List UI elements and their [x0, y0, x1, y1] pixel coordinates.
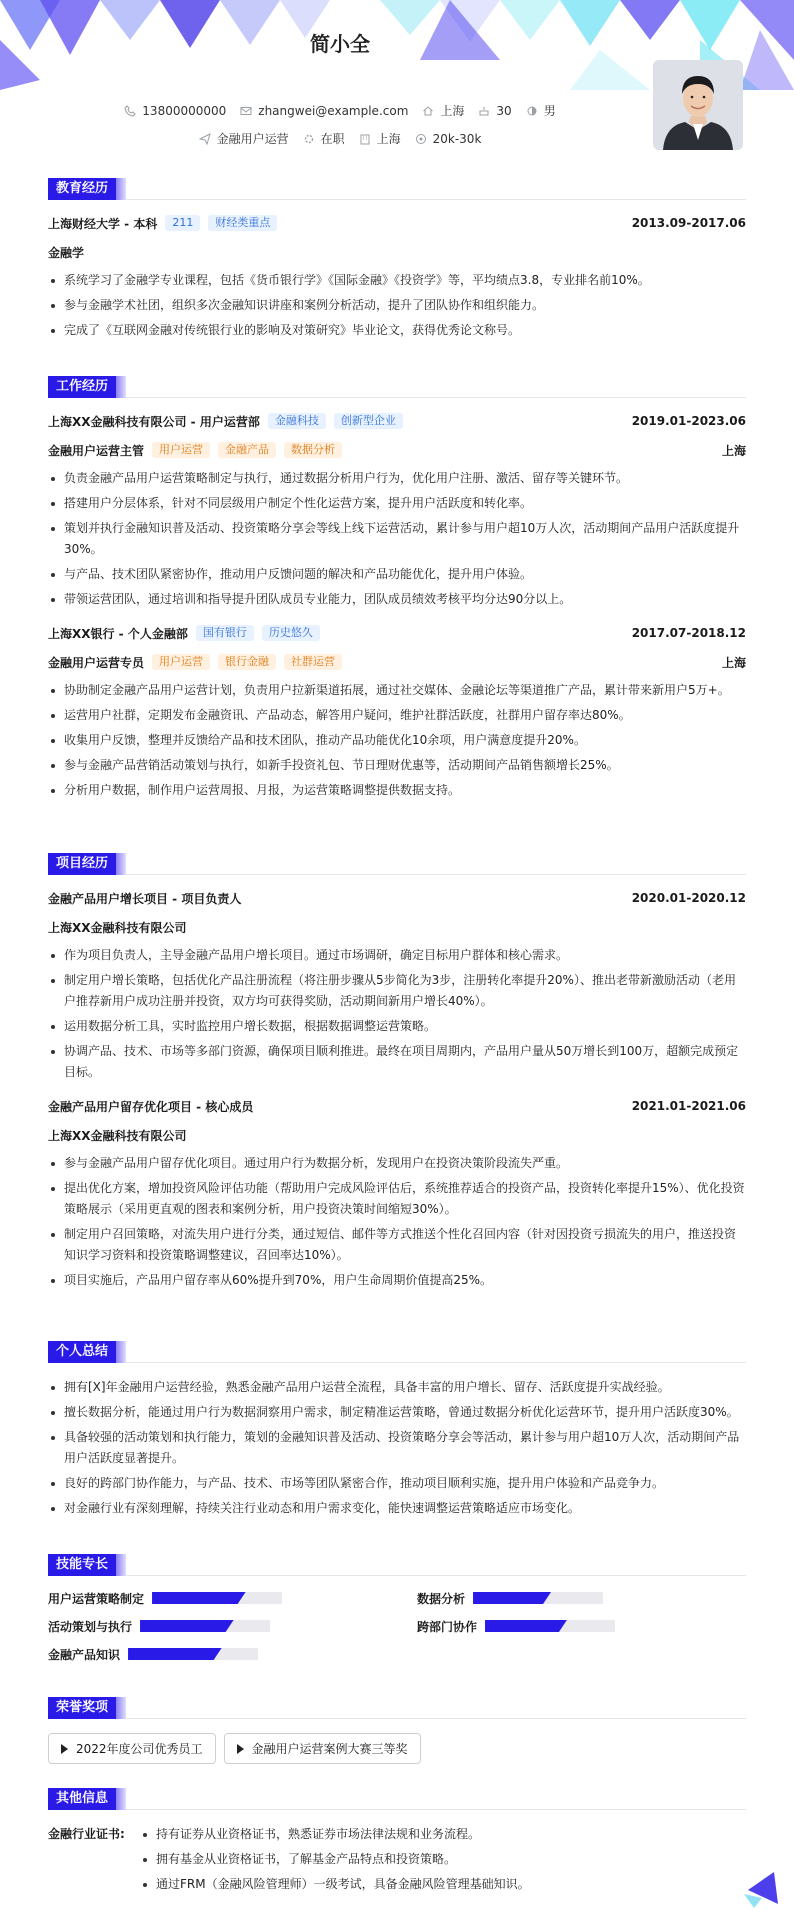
school-tag: 财经类重点	[208, 215, 277, 231]
skill-name: 跨部门协作	[417, 1619, 478, 1634]
age-item	[478, 104, 511, 118]
list-item: 运用数据分析工具，实时监控用户增长数据，根据数据调整运营策略。	[48, 1016, 746, 1037]
work-entry	[48, 624, 746, 801]
role-tag: 用户运营	[152, 442, 210, 458]
projects-header	[48, 853, 746, 875]
list-item: 提出优化方案，增加投资风险评估功能（帮助用户完成风险评估后，系统推荐适合的投资产品，投资转化率提升15%）、优化投资策略展示（采用更直观的图表和案例分析，用户投资决策时间缩短30%）。	[48, 1178, 746, 1220]
skill-bar	[473, 1592, 603, 1604]
job-target-text: 金融用户运营	[216, 132, 289, 146]
company-tag: 历史悠久	[262, 625, 320, 641]
cake-icon	[478, 105, 490, 117]
work-bullets	[48, 468, 746, 610]
skill-item	[48, 1590, 377, 1606]
send-icon	[199, 133, 211, 145]
school-tag: 211	[165, 215, 200, 231]
list-item: 通过FRM（金融风险管理师）一级考试，具备金融风险管理基础知识。	[140, 1874, 530, 1895]
list-item: 制定用户召回策略，对流失用户进行分类，通过短信、邮件等方式推送个性化召回内容（针对因投资亏损流失的用户，推送投资知识学习资料和投资策略调整建议，召回率达10%）。	[48, 1224, 746, 1266]
list-item: 作为项目负责人，主导金融产品用户增长项目。通过市场调研，确定目标用户群体和核心需求。	[48, 945, 746, 966]
school-name: 上海财经大学 - 本科	[48, 216, 158, 231]
building-icon	[359, 133, 371, 145]
skills-title: 技能专长	[48, 1554, 116, 1576]
skill-bar	[485, 1620, 615, 1632]
play-icon	[237, 1744, 244, 1754]
phone-item	[124, 104, 226, 118]
skill-bar	[128, 1648, 258, 1660]
list-item: 参与金融产品营销活动策划与执行，如新手投资礼包、节日理财优惠等，活动期间产品销售额增长25%。	[48, 755, 746, 776]
project-entry	[48, 1097, 746, 1291]
list-item: 对金融行业有深刻理解，持续关注行业动态和用户需求变化，能快速调整运营策略适应市场变化。	[48, 1498, 746, 1519]
email-item	[240, 104, 408, 118]
skill-name: 数据分析	[417, 1591, 466, 1606]
work-date: 2017.07-2018.12	[631, 626, 746, 640]
work-location: 上海	[721, 655, 746, 670]
project-name: 金融产品用户留存优化项目 - 核心成员	[48, 1099, 254, 1114]
list-item: 协助制定金融产品用户运营计划，负责用户拉新渠道拓展，通过社交媒体、金融论坛等渠道推广产品，累计带来新用户5万+。	[48, 680, 746, 701]
city-item	[422, 102, 464, 119]
skills-header	[48, 1554, 746, 1576]
phone-icon	[124, 105, 136, 117]
work-date: 2019.01-2023.06	[631, 414, 746, 428]
company-name: 上海XX银行 - 个人金融部	[48, 626, 188, 641]
corner-decoration	[744, 1868, 780, 1908]
skill-item	[48, 1646, 377, 1662]
role-name: 金融用户运营主管	[48, 443, 145, 458]
role-tag: 银行金融	[218, 654, 276, 670]
project-company: 上海XX金融科技有限公司	[48, 1128, 187, 1143]
list-item: 与产品、技术团队紧密协作，推动用户反馈问题的解决和产品功能优化，提升用户体验。	[48, 564, 746, 585]
other-section	[48, 1788, 746, 1899]
resume-header	[0, 0, 794, 150]
age-text: 30	[496, 103, 512, 118]
status-icon	[303, 133, 315, 145]
gender-text: 男	[543, 104, 556, 118]
skill-fill	[473, 1592, 551, 1604]
list-item: 运营用户社群，定期发布金融资讯、产品动态，解答用户疑问，维护社群活跃度，社群用户留存率达80%。	[48, 705, 746, 726]
major-name: 金融学	[48, 245, 85, 260]
role-tag: 用户运营	[152, 654, 210, 670]
skill-fill	[140, 1620, 234, 1632]
role-name: 金融用户运营专员	[48, 655, 145, 670]
summary-title: 个人总结	[48, 1341, 116, 1363]
company-name: 上海XX金融科技有限公司 - 用户运营部	[48, 414, 260, 429]
phone-text: 13800000000	[142, 103, 227, 118]
skill-fill	[128, 1648, 222, 1660]
city-text: 上海	[440, 104, 465, 118]
project-name: 金融产品用户增长项目 - 项目负责人	[48, 891, 242, 906]
work-section	[48, 376, 746, 805]
avatar	[653, 60, 743, 150]
work-header	[48, 376, 746, 398]
list-item: 持有证券从业资格证书，熟悉证券市场法律法规和业务流程。	[140, 1824, 530, 1845]
education-bullets	[48, 270, 746, 341]
role-tag: 社群运营	[284, 654, 342, 670]
skill-item	[48, 1618, 377, 1634]
candidate-name: 简小全	[310, 32, 370, 56]
home-icon	[422, 105, 434, 117]
awards-section	[48, 1697, 746, 1764]
award-item	[48, 1733, 216, 1764]
list-item: 带领运营团队，通过培训和指导提升团队成员专业能力，团队成员绩效考核平均分达90分以上。	[48, 589, 746, 610]
list-item: 具备较强的活动策划和执行能力，策划的金融知识普及活动、投资策略分享会等活动，累计参与用户超10万人次，活动期间产品用户活跃度显著提升。	[48, 1427, 746, 1469]
work-bullets	[48, 680, 746, 801]
list-item: 良好的跨部门协作能力，与产品、技术、市场等团队紧密合作，推动项目顺利实施，提升用户体验和产品竞争力。	[48, 1473, 746, 1494]
gender-icon	[526, 105, 538, 117]
expected-city-item	[359, 130, 401, 147]
project-date: 2020.01-2020.12	[631, 891, 746, 905]
expected-city-text: 上海	[376, 132, 401, 146]
award-item	[224, 1733, 421, 1764]
education-header	[48, 178, 746, 200]
list-item: 分析用户数据，制作用户运营周报、月报，为运营策略调整提供数据支持。	[48, 780, 746, 801]
projects-title: 项目经历	[48, 853, 116, 875]
project-company: 上海XX金融科技有限公司	[48, 920, 187, 935]
company-tag: 创新型企业	[334, 413, 403, 429]
company-tag: 金融科技	[268, 413, 326, 429]
other-content	[48, 1824, 746, 1899]
skill-bar	[152, 1592, 282, 1604]
status-text: 在职	[320, 132, 345, 146]
list-item: 拥有[X]年金融用户运营经验，熟悉金融产品用户运营全流程，具备丰富的用户增长、留存、活跃度提升实战经验。	[48, 1377, 746, 1398]
work-title: 工作经历	[48, 376, 116, 398]
company-tag: 国有银行	[196, 625, 254, 641]
email-text: zhangwei@example.com	[258, 103, 409, 118]
skill-name: 用户运营策略制定	[48, 1591, 145, 1606]
award-label: 2022年度公司优秀员工	[76, 1742, 203, 1756]
project-bullets	[48, 945, 746, 1083]
role-tag: 金融产品	[218, 442, 276, 458]
contact-row	[0, 102, 680, 119]
skills-section	[48, 1554, 746, 1662]
education-section	[48, 178, 746, 345]
list-item: 拥有基金从业资格证书，了解基金产品特点和投资策略。	[140, 1849, 530, 1870]
list-item: 收集用户反馈，整理并反馈给产品和技术团队，推动产品功能优化10余项，用户满意度提升20%。	[48, 730, 746, 751]
status-item	[303, 130, 345, 147]
projects-section	[48, 853, 746, 1295]
gender-item	[526, 102, 556, 119]
other-header	[48, 1788, 746, 1810]
summary-bullets	[48, 1377, 746, 1519]
list-item: 系统学习了金融学专业课程，包括《货币银行学》《国际金融》《投资学》等，平均绩点3.8，专业排名前10%。	[48, 270, 746, 291]
project-date: 2021.01-2021.06	[631, 1099, 746, 1113]
certificate-bullets	[140, 1824, 530, 1899]
skill-item	[417, 1618, 746, 1634]
list-item: 完成了《互联网金融对传统银行业的影响及对策研究》毕业论文，获得优秀论文称号。	[48, 320, 746, 341]
coin-icon	[415, 133, 427, 145]
education-date: 2013.09-2017.06	[631, 216, 746, 230]
summary-header	[48, 1341, 746, 1363]
role-tag: 数据分析	[284, 442, 342, 458]
skills-grid	[48, 1590, 746, 1662]
play-icon	[61, 1744, 68, 1754]
skill-name: 活动策划与执行	[48, 1619, 133, 1634]
list-item: 搭建用户分层体系，针对不同层级用户制定个性化运营方案，提升用户活跃度和转化率。	[48, 493, 746, 514]
list-item: 负责金融产品用户运营策略制定与执行，通过数据分析用户行为，优化用户注册、激活、留存等关键环节。	[48, 468, 746, 489]
other-title: 其他信息	[48, 1788, 116, 1810]
certificate-label: 金融行业证书:	[48, 1827, 125, 1841]
list-item: 项目实施后，产品用户留存率从60%提升到70%，用户生命周期价值提高25%。	[48, 1270, 746, 1291]
list-item: 制定用户增长策略，包括优化产品注册流程（将注册步骤从5步简化为3步，注册转化率提升20%）、推出老带新激励活动（老用户推荐新用户成功注册并投资，双方均可获得奖励，活动期间新用户增长40%）。	[48, 970, 746, 1012]
skill-bar	[140, 1620, 270, 1632]
intent-row	[0, 130, 680, 147]
list-item: 参与金融产品用户留存优化项目。通过用户行为数据分析，发现用户在投资决策阶段流失严重。	[48, 1153, 746, 1174]
skill-fill	[485, 1620, 567, 1632]
list-item: 擅长数据分析，能通过用户行为数据洞察用户需求，制定精准运营策略，曾通过数据分析优化运营环节，提升用户活跃度30%。	[48, 1402, 746, 1423]
education-entry-head	[48, 214, 746, 232]
skill-item	[417, 1590, 746, 1606]
skill-name: 金融产品知识	[48, 1647, 121, 1662]
awards-title: 荣誉奖项	[48, 1697, 116, 1719]
education-title: 教育经历	[48, 178, 116, 200]
award-label: 金融用户运营案例大赛三等奖	[251, 1742, 408, 1756]
work-location: 上海	[721, 443, 746, 458]
summary-section	[48, 1341, 746, 1523]
salary-item	[415, 132, 482, 146]
awards-list	[48, 1733, 746, 1764]
list-item: 参与金融学术社团，组织多次金融知识讲座和案例分析活动，提升了团队协作和组织能力。	[48, 295, 746, 316]
major-row	[48, 244, 746, 260]
list-item: 协调产品、技术、市场等多部门资源，确保项目顺利推进。最终在项目周期内，产品用户量从50万增长到100万，超额完成预定目标。	[48, 1041, 746, 1083]
salary-text: 20k-30k	[432, 131, 482, 146]
job-target-item	[199, 130, 289, 147]
project-entry	[48, 889, 746, 1083]
work-entry	[48, 412, 746, 610]
list-item: 策划并执行金融知识普及活动、投资策略分享会等线上线下运营活动，累计参与用户超10万人次，活动期间产品用户活跃度提升30%。	[48, 518, 746, 560]
mail-icon	[240, 105, 252, 117]
skill-fill	[152, 1592, 246, 1604]
awards-header	[48, 1697, 746, 1719]
project-bullets	[48, 1153, 746, 1291]
